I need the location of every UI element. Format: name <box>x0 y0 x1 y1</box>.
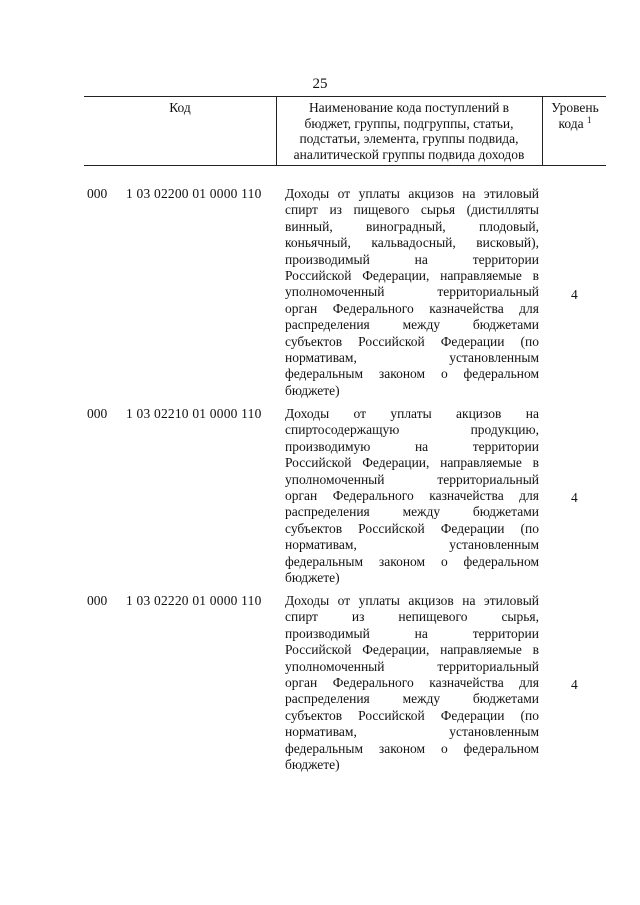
name-line: федеральным законом о федеральном <box>285 366 539 382</box>
header-name <box>279 100 539 162</box>
name-line: субъектов Российской Федерации (по <box>285 520 539 536</box>
revenue-code: 1 03 02210 01 0000 110 <box>126 406 262 421</box>
table-header <box>84 96 606 166</box>
name-line: уполномоченный территориальный <box>285 284 539 300</box>
name-line: производимый на территории <box>285 625 539 641</box>
name-line: производимую на территории <box>285 438 539 454</box>
code-level: 4 <box>571 677 578 692</box>
footnote-marker: 1 <box>586 114 592 125</box>
page-number: 25 <box>312 76 328 92</box>
name-line: федеральным законом о федеральном <box>285 553 539 569</box>
header-name-line: бюджет, группы, подгруппы, статьи, <box>304 115 514 131</box>
name-line: спирт из пищевого сырья (дистилляты <box>285 202 539 218</box>
name-line: бюджете) <box>285 382 340 398</box>
name-line: бюджете) <box>285 756 340 772</box>
admin-code: 000 <box>87 593 108 608</box>
name-line: спирт из непищевого сырья, <box>285 609 539 625</box>
name-line: нормативам, установленным <box>285 349 539 365</box>
column-divider <box>542 97 543 165</box>
name-line: уполномоченный территориальный <box>285 658 539 674</box>
name-line: производимый на территории <box>285 251 539 267</box>
name-line: распределения между бюджетами <box>285 691 539 707</box>
header-name-line: подстатьи, элемента, группы подвида, <box>299 131 519 146</box>
column-divider <box>276 97 277 165</box>
admin-code: 000 <box>87 186 108 201</box>
name-line: Доходы от уплаты акцизов на этиловый <box>285 186 539 201</box>
header-name-line: Наименование кода поступлений в <box>308 100 510 115</box>
name-line: коньячный, кальвадосный, висковый), <box>285 235 539 251</box>
name-line: Российской Федерации, направляемые в <box>285 455 539 471</box>
name-line: Доходы от уплаты акцизов на этиловый <box>285 593 539 608</box>
name-line: винный, виноградный, плодовый, <box>285 218 539 234</box>
revenue-name <box>285 186 539 399</box>
name-line: нормативам, установленным <box>285 724 539 740</box>
name-line: спиртосодержащую продукцию, <box>285 422 539 438</box>
revenue-code: 1 03 02200 01 0000 110 <box>126 186 262 201</box>
code-level: 4 <box>571 490 578 505</box>
name-line: уполномоченный территориальный <box>285 471 539 487</box>
revenue-name <box>285 406 539 586</box>
header-level-word: кода <box>558 115 584 131</box>
revenue-code: 1 03 02220 01 0000 110 <box>126 593 262 608</box>
admin-code: 000 <box>87 406 108 421</box>
name-line: орган Федерального казначейства для <box>285 674 539 690</box>
name-line: бюджете) <box>285 569 340 585</box>
name-line: субъектов Российской Федерации (по <box>285 333 539 349</box>
name-line: нормативам, установленным <box>285 537 539 553</box>
name-line: орган Федерального казначейства для <box>285 487 539 503</box>
name-line: федеральным законом о федеральном <box>285 740 539 756</box>
name-line: распределения между бюджетами <box>285 504 539 520</box>
name-line: Российской Федерации, направляемые в <box>285 642 539 658</box>
header-level <box>544 100 606 131</box>
name-line: субъектов Российской Федерации (по <box>285 707 539 723</box>
code-level: 4 <box>571 287 578 302</box>
header-level-line <box>544 116 606 132</box>
header-code: Код <box>169 100 191 115</box>
name-line: Российской Федерации, направляемые в <box>285 267 539 283</box>
revenue-name <box>285 593 539 773</box>
name-line: распределения между бюджетами <box>285 317 539 333</box>
header-level-line: Уровень <box>551 100 599 115</box>
name-line: Доходы от уплаты акцизов на <box>285 406 539 421</box>
name-line: орган Федерального казначейства для <box>285 300 539 316</box>
header-name-line: аналитической группы подвида доходов <box>293 146 525 162</box>
